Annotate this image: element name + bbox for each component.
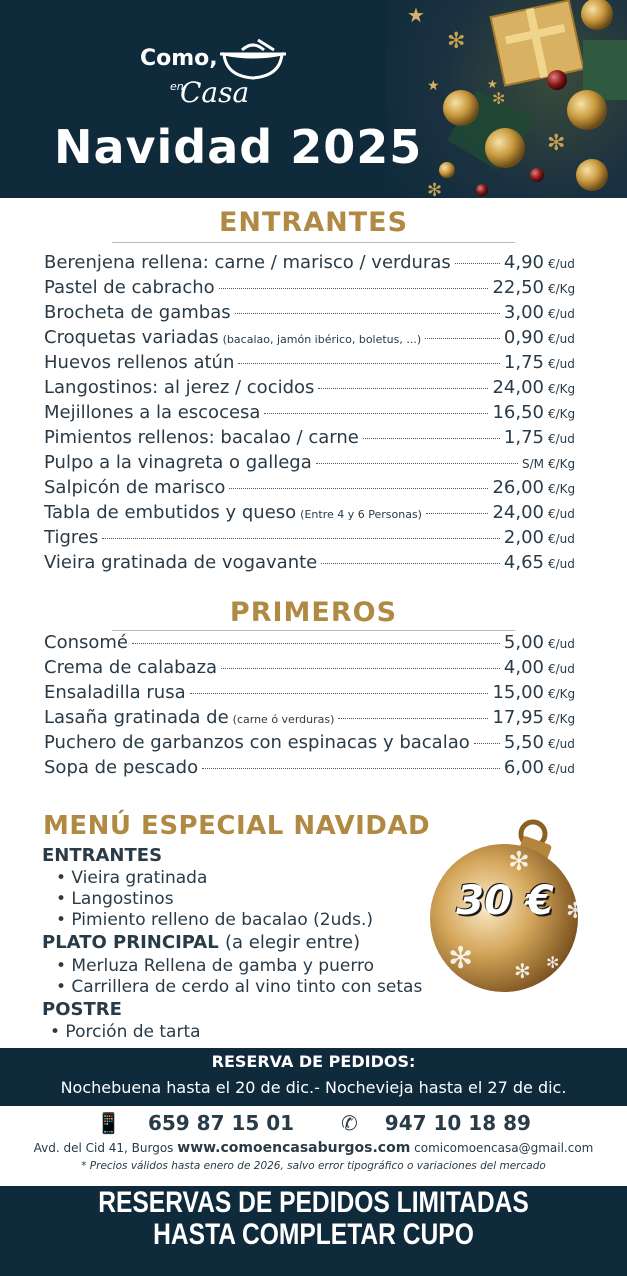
- menu-entrantes-item: • Langostinos: [56, 889, 174, 909]
- item-unit: €/ud: [548, 357, 575, 371]
- item-name: Huevos rellenos atún: [44, 352, 235, 373]
- reserva-dates: Nochebuena hasta el 20 de dic.- Nochevieja hasta el 27 de dic.: [60, 1078, 567, 1097]
- menu-item-row: [44, 352, 582, 376]
- item-unit: €/ud: [548, 557, 575, 571]
- item-name: Pastel de cabracho: [44, 277, 215, 298]
- dot-leader: [235, 313, 500, 314]
- menu-item-row: [44, 377, 582, 401]
- item-price: 26,00: [492, 477, 544, 498]
- menu-item-row: [44, 477, 582, 501]
- dot-leader: [363, 438, 500, 439]
- item-note: (Entre 4 y 6 Personas): [300, 508, 422, 521]
- menu-item-row: [44, 552, 582, 576]
- dot-leader: [264, 413, 488, 414]
- logo-como-text: Como,: [140, 46, 218, 71]
- item-unit: €/ud: [548, 737, 575, 751]
- dot-leader: [229, 488, 488, 489]
- item-price: 24,00: [492, 502, 544, 523]
- item-unit: €/Kg: [548, 712, 576, 726]
- christmas-decorations-image: [387, 0, 627, 198]
- page-title: Navidad 2025: [54, 120, 423, 174]
- item-name: Tigres: [44, 527, 99, 548]
- item-unit: €/Kg: [548, 382, 576, 396]
- dot-leader: [219, 288, 489, 289]
- reserva-title: RESERVA DE PEDIDOS:: [211, 1052, 416, 1071]
- item-name: Consomé: [44, 632, 128, 653]
- menu-entrantes-heading: ENTRANTES: [42, 845, 163, 866]
- logo-casa-text: Casa: [180, 76, 250, 109]
- entrantes-title: ENTRANTES: [218, 207, 409, 238]
- item-name: Crema de calabaza: [44, 657, 218, 678]
- logo-en-text: en: [170, 80, 184, 93]
- menu-item-row: [44, 682, 582, 706]
- menu-item-row: [44, 252, 582, 276]
- dot-leader: [321, 563, 500, 564]
- dot-leader: [316, 463, 518, 464]
- item-unit: €/ud: [548, 662, 575, 676]
- contact-line: [0, 1140, 627, 1156]
- menu-item-row: [44, 427, 582, 451]
- menu-item-row: [44, 732, 582, 756]
- menu-entrantes-item: • Pimiento relleno de bacalao (2uds.): [56, 910, 374, 930]
- dot-leader: [338, 718, 488, 719]
- menu-item-row: [44, 632, 582, 656]
- item-unit: €/ud: [548, 432, 575, 446]
- item-price: 24,00: [492, 377, 544, 398]
- website-link[interactable]: www.comoencasaburgos.com: [177, 1140, 411, 1156]
- item-price: 4,90: [503, 252, 544, 273]
- item-note: (bacalao, jamón ibérico, boletus, ...): [222, 333, 422, 346]
- item-price: 4,65: [503, 552, 544, 573]
- header-banner: [0, 0, 627, 198]
- phone-icon: ✆: [341, 1111, 358, 1135]
- entrantes-divider: [112, 242, 515, 243]
- footer-banner: [0, 1186, 627, 1276]
- menu-especial-title: MENÚ ESPECIAL NAVIDAD: [43, 811, 431, 841]
- menu-price: 30 €: [456, 878, 554, 924]
- item-unit: €/Kg: [548, 457, 576, 471]
- item-name: Vieira gratinada de vogavante: [44, 552, 318, 573]
- dot-leader: [238, 363, 500, 364]
- menu-item-row: [44, 657, 582, 681]
- cooking-pot-icon: [218, 38, 288, 80]
- como-en-casa-logo: [140, 38, 340, 118]
- ornament-price-badge: [426, 818, 584, 992]
- menu-principal-label: PLATO PRINCIPAL: [42, 932, 219, 953]
- item-name: Salpicón de marisco: [44, 477, 226, 498]
- item-name: Mejillones a la escocesa: [44, 402, 261, 423]
- menu-principal-heading: [42, 932, 360, 953]
- dot-leader: [102, 538, 500, 539]
- dot-leader: [221, 668, 500, 669]
- item-name: Croquetas variadas: [44, 327, 219, 348]
- item-unit: €/ud: [548, 332, 575, 346]
- dot-leader: [425, 338, 500, 339]
- item-name: Sopa de pescado: [44, 757, 199, 778]
- item-name: Tabla de embutidos y queso: [44, 502, 297, 523]
- item-price: 3,00: [503, 302, 544, 323]
- svg-text:✻: ✻: [448, 941, 474, 976]
- svg-text:✻: ✻: [492, 89, 506, 108]
- menu-item-row: [44, 277, 582, 301]
- svg-text:✻: ✻: [514, 959, 531, 983]
- dot-leader: [202, 768, 500, 769]
- primeros-divider: [112, 630, 515, 631]
- item-unit: €/Kg: [548, 282, 576, 296]
- item-unit: €/ud: [548, 307, 575, 321]
- svg-text:✻: ✻: [427, 180, 443, 198]
- menu-entrantes-item: • Vieira gratinada: [56, 868, 208, 888]
- dot-leader: [132, 643, 500, 644]
- svg-text:★: ★: [487, 77, 498, 91]
- address: Avd. del Cid 41, Burgos: [33, 1141, 174, 1155]
- item-unit: €/ud: [548, 762, 575, 776]
- landline-phone[interactable]: [331, 1111, 541, 1135]
- item-unit: €/Kg: [548, 482, 576, 496]
- item-name: Ensaladilla rusa: [44, 682, 186, 703]
- item-name: Pulpo a la vinagreta o gallega: [44, 452, 312, 473]
- menu-postre-heading: POSTRE: [42, 999, 122, 1020]
- item-price: S/M: [521, 457, 544, 471]
- menu-postre-item: • Porción de tarta: [50, 1022, 201, 1042]
- item-unit: €/ud: [548, 532, 575, 546]
- mobile-phone-icon: 📱: [96, 1111, 121, 1135]
- item-unit: €/ud: [548, 507, 575, 521]
- svg-text:✻: ✻: [566, 899, 584, 924]
- svg-text:✻: ✻: [547, 131, 566, 156]
- item-note: (carne ó verduras): [232, 713, 335, 726]
- footer-line-2: HASTA COMPLETAR CUPO: [153, 1218, 474, 1251]
- primeros-title: PRIMEROS: [229, 597, 398, 628]
- mobile-phone[interactable]: [86, 1111, 304, 1135]
- menu-item-row: [44, 452, 582, 476]
- item-name: Brocheta de gambas: [44, 302, 231, 323]
- item-price: 0,90: [503, 327, 544, 348]
- dot-leader: [474, 743, 500, 744]
- item-price: 1,75: [503, 427, 544, 448]
- mobile-phone-number: 659 87 15 01: [147, 1111, 295, 1135]
- menu-principal-item: • Carrillera de cerdo al vino tinto con setas: [56, 977, 423, 997]
- item-price: 16,50: [492, 402, 544, 423]
- item-price: 6,00: [503, 757, 544, 778]
- item-price: 22,50: [492, 277, 544, 298]
- item-price: 2,00: [503, 527, 544, 548]
- item-unit: €/Kg: [548, 687, 576, 701]
- svg-text:✻: ✻: [447, 29, 466, 54]
- menu-item-row: [44, 707, 582, 731]
- item-price: 17,95: [492, 707, 544, 728]
- item-name: Lasaña gratinada de: [44, 707, 229, 728]
- item-name: Pimientos rellenos: bacalao / carne: [44, 427, 359, 448]
- dot-leader: [455, 263, 500, 264]
- item-price: 5,50: [503, 732, 544, 753]
- menu-item-row: [44, 402, 582, 426]
- dot-leader: [426, 513, 489, 514]
- item-name: Puchero de garbanzos con espinacas y bacalao: [44, 732, 470, 753]
- menu-item-row: [44, 302, 582, 326]
- phone-numbers: [0, 1111, 627, 1135]
- reserva-band: [0, 1048, 627, 1106]
- svg-text:✻: ✻: [508, 847, 530, 877]
- svg-text:✻: ✻: [546, 953, 560, 972]
- menu-principal-item: • Merluza Rellena de gamba y puerro: [56, 956, 375, 976]
- item-unit: €/ud: [548, 637, 575, 651]
- item-unit: €/ud: [548, 257, 575, 271]
- dot-leader: [318, 388, 488, 389]
- item-price: 4,00: [503, 657, 544, 678]
- menu-item-row: [44, 527, 582, 551]
- footer-line-1: RESERVAS DE PEDIDOS LIMITADAS: [98, 1186, 529, 1219]
- email-link[interactable]: comicomoencasa@gmail.com: [414, 1141, 594, 1155]
- item-name: Berenjena rellena: carne / marisco / verduras: [44, 252, 451, 273]
- item-price: 5,00: [503, 632, 544, 653]
- menu-item-row: [44, 757, 582, 781]
- menu-item-row: [44, 502, 582, 526]
- svg-text:★: ★: [427, 78, 440, 94]
- svg-text:★: ★: [407, 3, 425, 27]
- menu-item-row: [44, 327, 582, 351]
- price-disclaimer: * Precios válidos hasta enero de 2026, salvo error tipográfico o variaciones del mercado: [81, 1160, 546, 1172]
- item-name: Langostinos: al jerez / cocidos: [44, 377, 315, 398]
- menu-principal-sub: (a elegir entre): [225, 932, 361, 953]
- item-price: 1,75: [503, 352, 544, 373]
- dot-leader: [190, 693, 489, 694]
- landline-phone-number: 947 10 18 89: [384, 1111, 531, 1135]
- item-unit: €/Kg: [548, 407, 576, 421]
- item-price: 15,00: [492, 682, 544, 703]
